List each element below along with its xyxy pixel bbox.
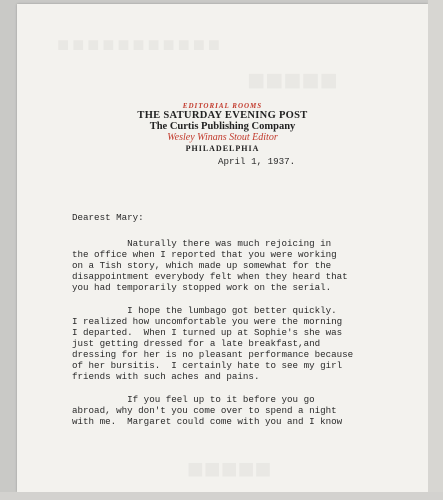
letterhead-editor: Wesley Winans Stout Editor <box>167 132 278 143</box>
scan-edge-right <box>428 0 443 500</box>
paragraph-line: dressing for her is no pleasant performance because <box>72 349 354 360</box>
letter-salutation: Dearest Mary: <box>72 212 144 223</box>
letterhead-editorial-rooms: EDITORIAL ROOMS <box>182 102 263 110</box>
paragraph-line: Naturally there was much rejoicing in <box>72 238 332 249</box>
paragraph-line: you had temporarily stopped work on the serial. <box>72 282 332 293</box>
letterhead-city: PHILADELPHIA <box>185 144 260 153</box>
letterhead-publication: THE SATURDAY EVENING POST <box>137 110 308 121</box>
paragraph-line: friends with such aches and pains. <box>72 371 260 382</box>
paragraph-line: If you feel up to it before you go <box>72 394 315 405</box>
letter-page <box>17 4 428 492</box>
letter-date: April 1, 1937. <box>218 156 296 167</box>
paragraph-line: disappointment everybody felt when they heard that <box>72 271 348 282</box>
paragraph-line: the office when I reported that you were working <box>72 249 337 260</box>
paragraph-line: abroad, why don't you come over to spend a night <box>72 405 337 416</box>
paragraph-line: I realized how uncomfortable you were the morning <box>72 316 343 327</box>
show-through-ghost-mid: ■■■■■ <box>247 64 338 97</box>
letterhead-company: The Curtis Publishing Company <box>149 121 296 132</box>
paragraph-line: just getting dressed for a late breakfast,and <box>72 338 321 349</box>
show-through-ghost-bottom: ■■■■■ <box>187 454 272 485</box>
scan-edge-bottom <box>0 492 443 500</box>
paragraph-line: I hope the lumbago got better quickly. <box>72 305 337 316</box>
paragraph-line: I departed. When I turned up at Sophie's she was <box>72 327 343 338</box>
show-through-ghost-top: ■■■■■■■■■■■ <box>57 34 223 56</box>
paragraph-line: with me. Margaret could come with you and I know <box>72 416 343 427</box>
paragraph-line: of her bursitis. I certainly hate to see my girl <box>72 360 343 371</box>
paragraph-line: on a Tish story, which made up somewhat for the <box>72 260 332 271</box>
